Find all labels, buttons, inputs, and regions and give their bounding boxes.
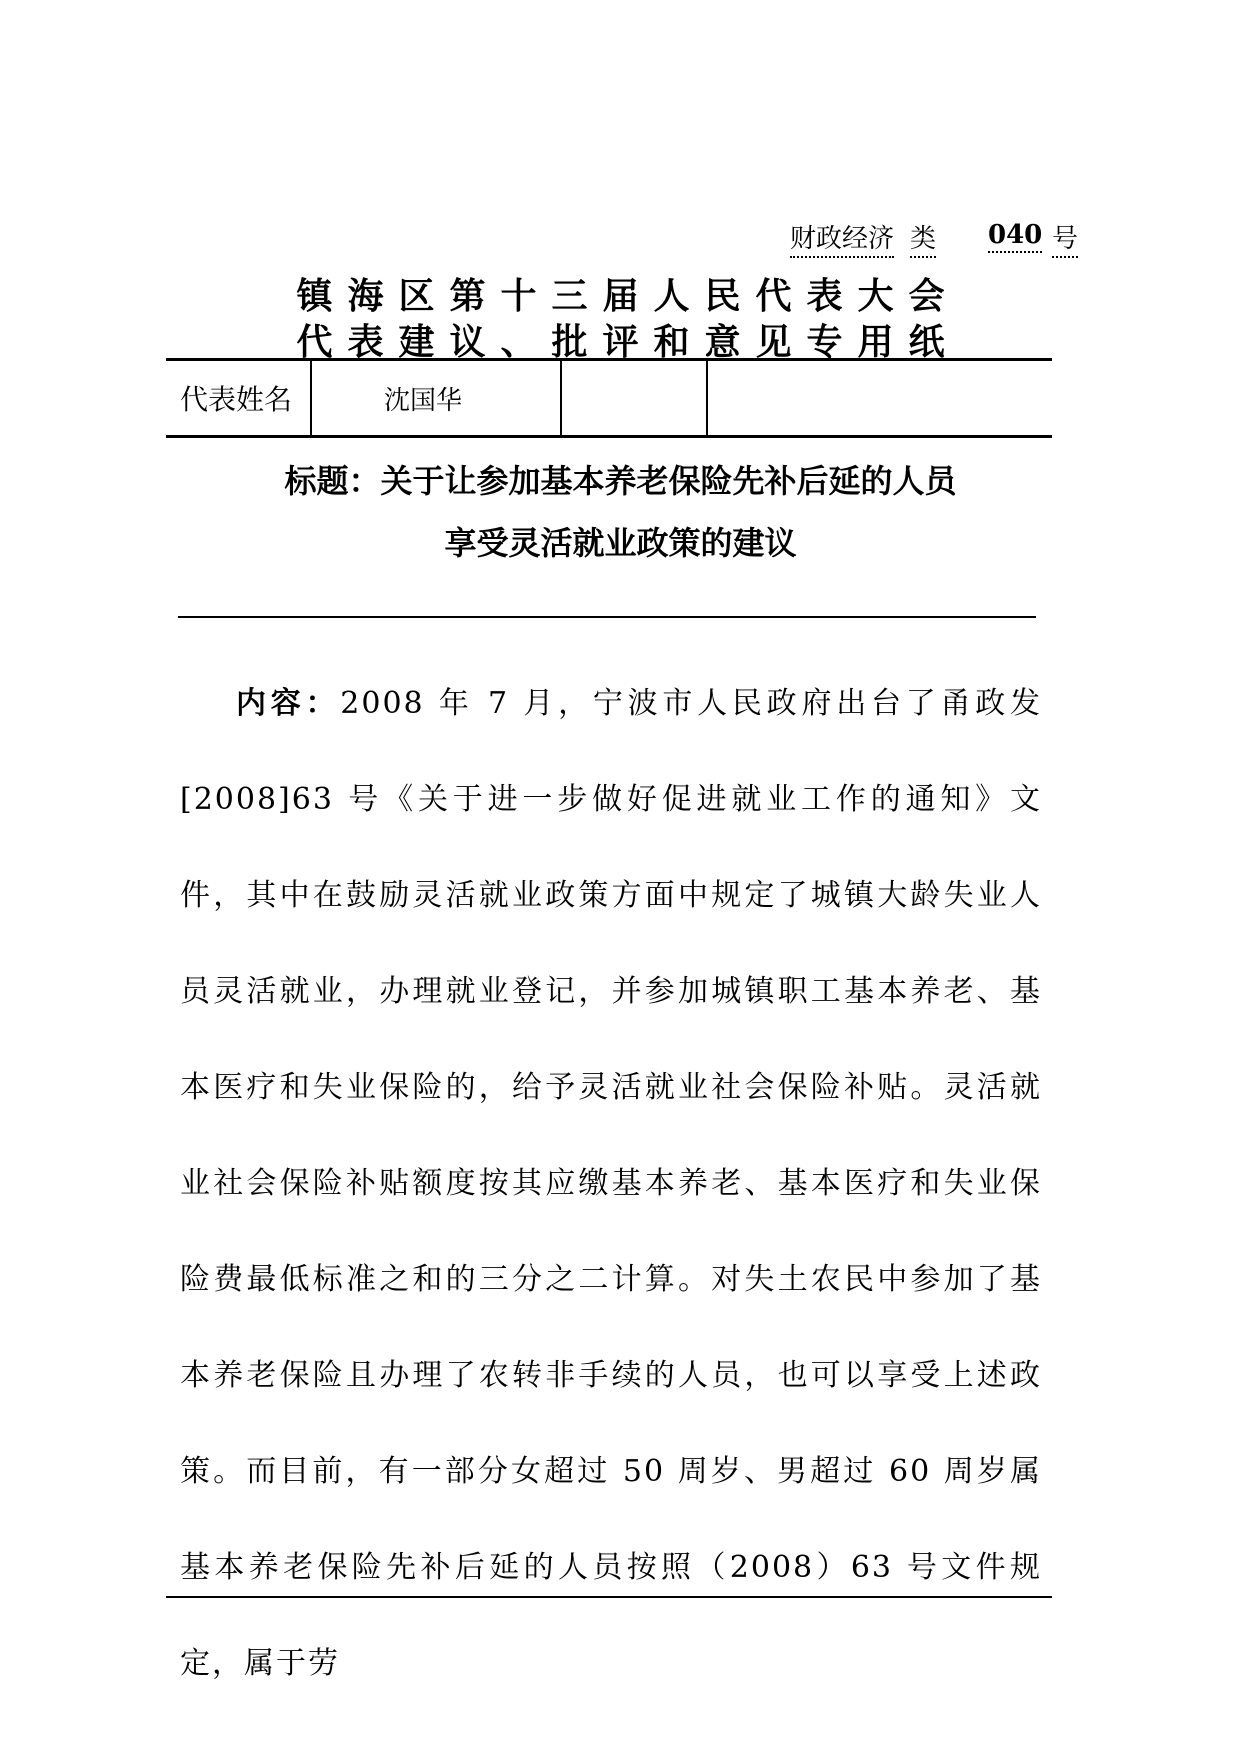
- content-label: 内容：: [236, 686, 341, 721]
- proposal-title: [0, 456, 1241, 502]
- bottom-rule: [166, 1596, 1052, 1598]
- representative-table: [166, 358, 1052, 438]
- representative-label: 代表姓名: [180, 383, 293, 416]
- header-title-line2: 代表建议、批评和意见专用纸: [296, 322, 960, 363]
- title-separator: [178, 616, 1036, 618]
- representative-name: 沈国华: [384, 385, 463, 416]
- header-title-line1: 镇海区第十三届人民代表大会: [296, 276, 960, 317]
- title-label: 标题：: [284, 462, 381, 500]
- title-line2: 享受灵活就业政策的建议: [444, 524, 797, 562]
- table-divider: [310, 361, 312, 435]
- document-number-suffix: 号: [1052, 218, 1078, 258]
- proposal-content: [180, 656, 1042, 1712]
- category-suffix: 类: [910, 218, 936, 258]
- category-name: 财政经济: [790, 218, 894, 258]
- content-text: 2008 年 7 月，宁波市人民政府出台了甬政发[2008]63 号《关于进一步做好促进就业工作的通知》文件，其中在鼓励灵活就业政策方面中规定了城镇大龄失业人员灵活就业，办理就业登记，并参加城镇职工基本养老、基本医疗和失业保险的，给予灵活就业社会保险补贴。灵活就业社会保险补贴额度按其应缴基本养老、基本医疗和失业保险费最低标准之和的三分之二计算。对失土农民中参加了基本养老保险且办理了农转非手续的人员，也可以享受上述政策。而目前，有一部分女超过 50 周岁、男超过 60 周岁属基本养老保险先补后延的人员按照（2008）63 号文件规定，属于劳: [180, 686, 1042, 1681]
- title-line1: 关于让参加基本养老保险先补后延的人员: [380, 462, 957, 500]
- table-divider: [706, 361, 708, 435]
- table-divider: [560, 361, 562, 435]
- document-number: 040: [988, 220, 1042, 253]
